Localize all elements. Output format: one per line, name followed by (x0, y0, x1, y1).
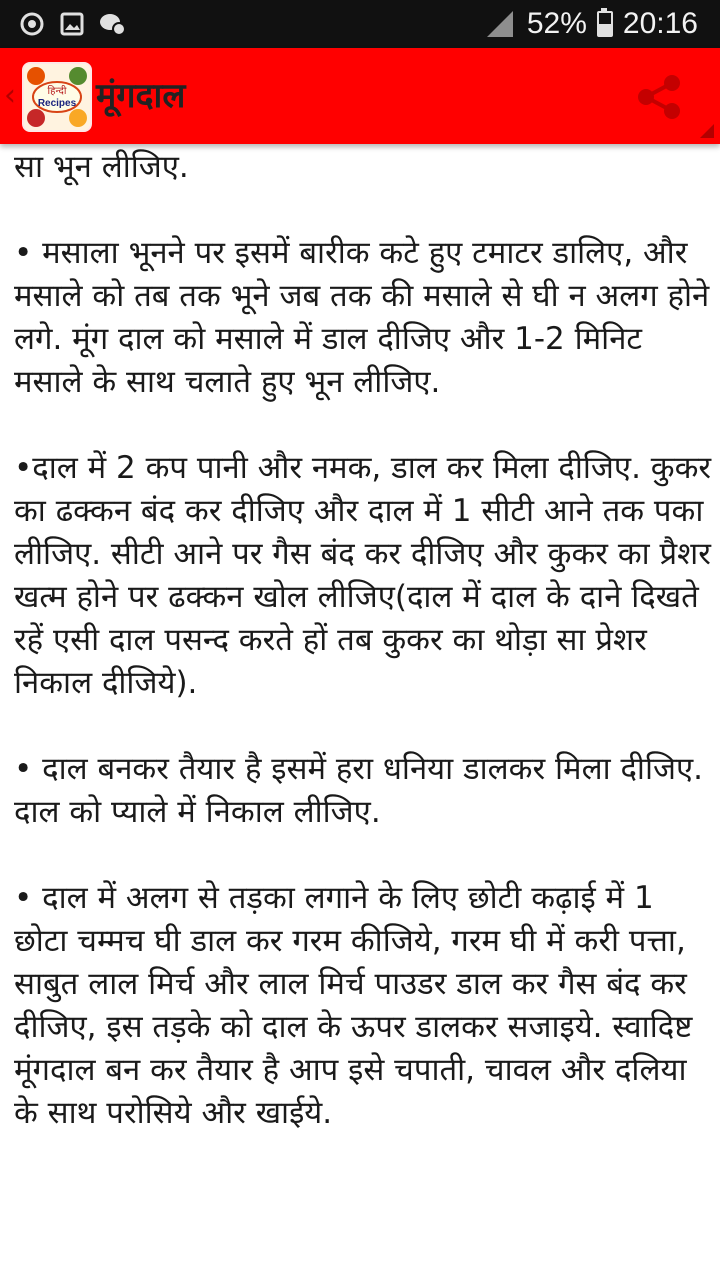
gallery-icon (58, 10, 86, 38)
share-icon (632, 70, 686, 124)
notification-icons (18, 10, 126, 38)
sync-icon (18, 10, 46, 38)
status-bar (0, 0, 720, 48)
instruction-paragraph: • दाल बनकर तैयार है इसमें हरा धनिया डालकर मिला दीजिए. दाल को प्याले में निकाल लीजिए. (14, 751, 703, 830)
instruction-paragraph: •दाल में 2 कप पानी और नमक, डाल कर मिला दीजिए. कुकर का ढक्कन बंद कर दीजिए और दाल में 1 सीटी आने तक पका लीजिए. सीटी आने पर गैस बंद कर दीजिए और कुकर का प्रैशर खत्म होने पर ढक्कन खोल लीजिए(दाल में दाल के दाने दिखते रहें एसी दाल पसन्द करते हों तब कुकर का थोड़ा सा प्रेशर निकाल दीजिये). (14, 450, 712, 701)
instruction-paragraph: • मसाला भूनने पर इसमें बारीक कटे हुए टमाटर डालिए, और मसाले को तब तक भूने जब तक की मसाले से घी न अलग होने लगे. मूंग दाल को मसाले में डाल दीजिए और 1-2 मिनिट मसाले के साथ चलाते हुए भून लीजिए. (14, 235, 710, 400)
system-status (487, 6, 698, 42)
overflow-corner-indicator (700, 124, 714, 138)
page-title: मूंगदाल (96, 76, 186, 116)
clock: 20:16 (622, 7, 698, 40)
battery-icon (597, 11, 613, 37)
instruction-paragraph: • दाल में अलग से तड़का लगाने के लिए छोटी कढ़ाई में 1 छोटा चम्मच घी डाल कर गरम कीजिये, गरम घी में करी पत्ता, साबुत लाल मिर्च और लाल मिर्च पाउडर डाल कर गैस बंद कर दीजिए, इस तड़के को दाल के ऊपर डालकर सजाइये. स्वादिष्ट मूंगदाल बन कर तैयार है आप इसे चपाती, चावल और दलिया के साथ परोसिये और खाईये. (14, 880, 693, 1131)
recipe-instructions (14, 146, 714, 1135)
chat-bubble-icon (98, 10, 126, 38)
svg-text:Recipes: Recipes (37, 98, 77, 109)
share-button[interactable] (632, 70, 686, 124)
back-chevron-icon[interactable]: ‹ (4, 78, 16, 113)
recipe-logo-icon (24, 64, 90, 130)
battery-percent: 52% (526, 7, 587, 40)
svg-text:हिन्दी: हिन्दी (47, 86, 67, 97)
instruction-paragraph: सा भून लीजिए. (14, 149, 189, 185)
app-bar (0, 48, 720, 144)
signal-icon (487, 11, 513, 37)
app-logo[interactable] (22, 62, 92, 132)
